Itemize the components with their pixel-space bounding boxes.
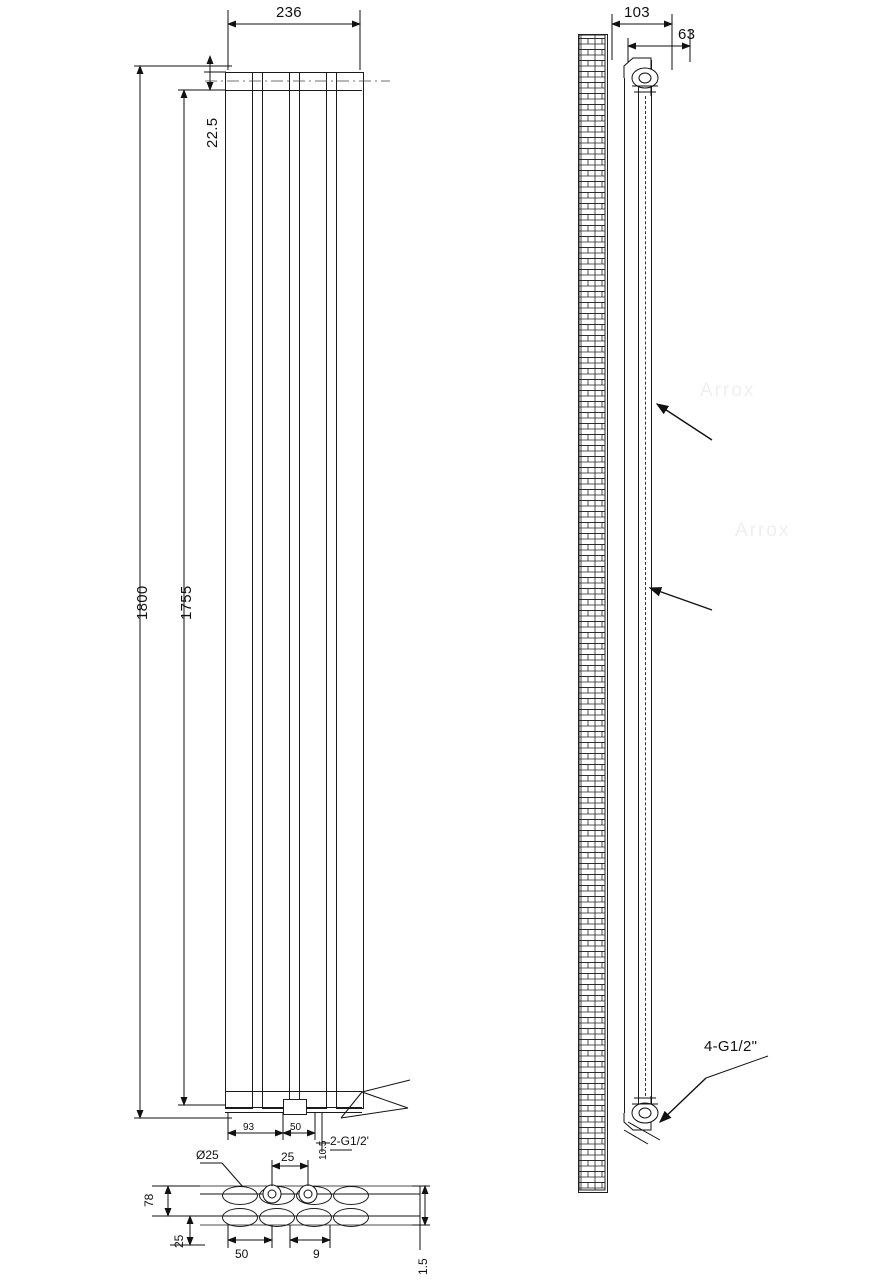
bottom-tube-ellipse-3 [296,1186,332,1205]
bottom-tube-ellipse-8 [333,1208,369,1227]
dim-top-offset: 22.5 [204,117,221,148]
front-panel-tube-4 [336,72,364,1109]
front-panel-tube-3 [299,72,327,1109]
front-panel-tube-2 [262,72,290,1109]
dim-pitch-78: 78 [142,1193,156,1207]
front-header-top-line [225,72,362,73]
watermark-text: Arrox [700,380,756,401]
callout-4-g12-side: 4-G1/2" [704,1038,758,1055]
side-body-right-edge [638,78,639,1113]
front-panel-tube-1 [225,72,253,1109]
bottom-tube-ellipse-7 [296,1208,332,1227]
dim-pitch-25-left: 25 [172,1234,186,1248]
dim-panel-height: 1755 [178,585,195,620]
front-header-bottom-line [225,90,362,91]
bottom-tube-ellipse-1 [222,1186,258,1205]
callout-2-g12-front: 2-G1/2' [330,1134,369,1148]
dim-side-depth: 103 [624,4,650,21]
bottom-tube-ellipse-2 [259,1186,295,1205]
dim-spacing-93: 93 [243,1122,255,1133]
front-footer-top-line [225,1091,362,1092]
dim-pitch-50: 50 [235,1247,249,1261]
bottom-tube-ellipse-4 [333,1186,369,1205]
dim-pitch-9: 9 [313,1247,320,1261]
side-wall-brick-hatch [578,34,608,1193]
dim-offset-10-5: 10.5 [318,1140,329,1160]
bottom-tube-ellipse-5 [222,1208,258,1227]
dim-overall-height: 1800 [134,585,151,620]
dim-spacing-50: 50 [290,1122,302,1133]
side-body-inner-edge [651,60,652,1120]
dim-pitch-1-5: 1.5 [416,1258,430,1275]
dim-side-wall-offset: 63 [678,26,696,43]
front-bottom-port-block [283,1099,307,1115]
watermark-text: Arrox [735,520,791,541]
side-centerline [645,96,646,1096]
dim-tube-diameter: Ø25 [196,1148,219,1162]
side-body-left-edge [624,78,625,1113]
dim-overall-width: 236 [276,4,302,21]
bottom-tube-ellipse-6 [259,1208,295,1227]
dim-pitch-25-top: 25 [281,1150,295,1164]
